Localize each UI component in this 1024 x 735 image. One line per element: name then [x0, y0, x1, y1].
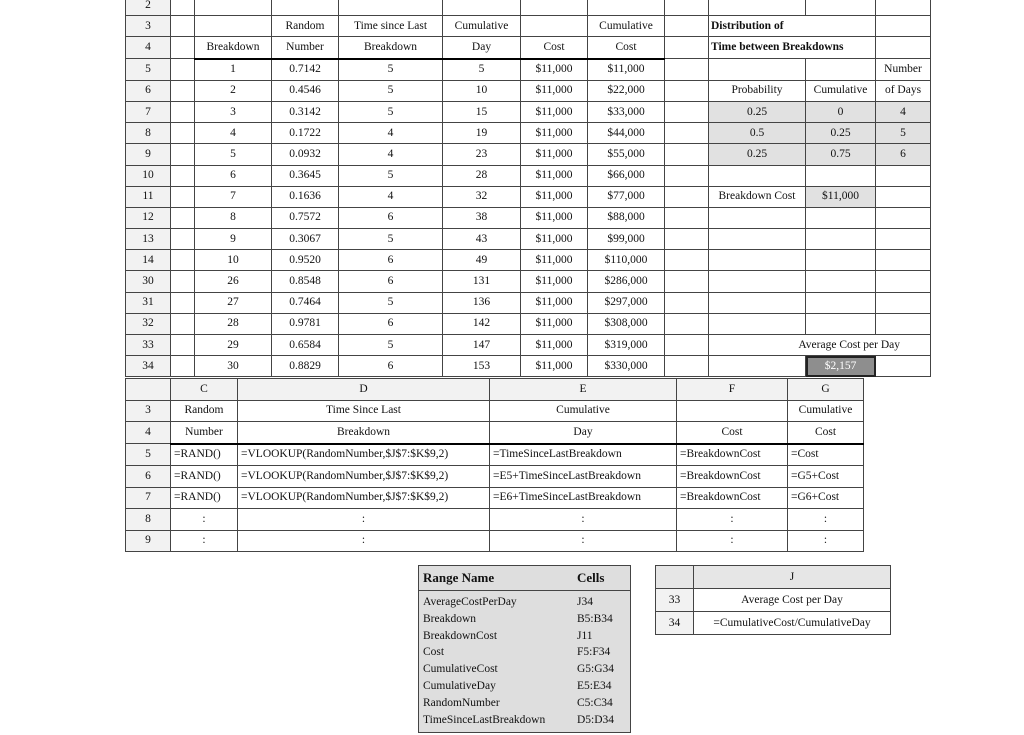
column-letter-row: [126, 379, 864, 401]
header-cost: Cost: [521, 37, 588, 59]
row-number: 30: [126, 271, 171, 292]
number-label: Number: [876, 59, 931, 81]
sheet-row: 4 Breakdown Number Breakdown Day Cost Cost Time between Breakdowns: [126, 37, 931, 59]
sheet-row: 30 26 0.8548 6 131 $11,000 $286,000: [126, 271, 931, 292]
row-number: 31: [126, 292, 171, 313]
sheet-row: 34 30 0.8829 6 153 $11,000 $330,000 $2,157: [126, 356, 931, 377]
row-number: 12: [126, 207, 171, 228]
row-number: 34: [126, 356, 171, 377]
header-random: Random: [272, 16, 339, 37]
simulation-spreadsheet: [125, 0, 931, 377]
formula-row: 9 : : : : :: [126, 530, 864, 552]
range-name-row: RandomNumber C5:C34: [423, 696, 613, 709]
column-letter: J: [694, 566, 891, 589]
col-cumulative: Cumulative: [806, 80, 876, 101]
sheet-row: 11 7 0.1636 4 32 $11,000 $77,000 Breakdown Cost $11,000: [126, 186, 931, 207]
distribution-subtitle: Time between Breakdowns: [709, 37, 876, 59]
avg-cost-label: Average Cost per Day: [709, 335, 931, 356]
row-number: 33: [126, 335, 171, 356]
formula-row: 7 =RAND() =VLOOKUP(RandomNumber,$J$7:$K$9,2) =E6+TimeSinceLastBreakdown =BreakdownCost =G6+Cost: [126, 487, 864, 509]
row-number: 4: [126, 37, 171, 59]
j-row: 33 Average Cost per Day: [656, 589, 891, 612]
header-time: Time since Last: [339, 16, 443, 37]
row-number: 14: [126, 250, 171, 271]
breakdown-cost-value: $11,000: [806, 186, 876, 207]
sheet-row: 10 6 0.3645 5 28 $11,000 $66,000: [126, 165, 931, 186]
col-days: of Days: [876, 80, 931, 101]
sheet-row: 13 9 0.3067 5 43 $11,000 $99,000: [126, 229, 931, 250]
row-number: 13: [126, 229, 171, 250]
sheet-row: 33 29 0.6584 5 147 $11,000 $319,000 Average Cost per Day: [126, 335, 931, 356]
row-number: 32: [126, 313, 171, 334]
row-number: 11: [126, 186, 171, 207]
range-name-row: Cost F5:F34: [423, 646, 611, 659]
column-letter: C: [171, 379, 238, 401]
sheet-row: 9 5 0.0932 4 23 $11,000 $55,000 0.25 0.75 6: [126, 144, 931, 165]
header-cumday: Cumulative: [443, 16, 521, 37]
column-letter: E: [490, 379, 677, 401]
sheet-row: 8 4 0.1722 4 19 $11,000 $44,000 0.5 0.25 5: [126, 123, 931, 144]
formula-header-row: 3 Random Time Since Last Cumulative Cumulative: [126, 400, 864, 422]
row-number: 7: [126, 101, 171, 122]
sheet-row: 32 28 0.9781 6 142 $11,000 $308,000: [126, 313, 931, 334]
column-letter: D: [238, 379, 490, 401]
range-name-row: TimeSinceLastBreakdown D5:D34: [423, 713, 615, 726]
sheet-row: 6 2 0.4546 5 10 $11,000 $22,000 Probability Cumulative of Days: [126, 80, 931, 101]
j-column-formula: [655, 565, 891, 635]
row-number: 2: [126, 0, 171, 16]
range-name-heading: Range Name: [423, 570, 495, 585]
breakdown-cost-label: Breakdown Cost: [709, 186, 806, 207]
formula-header-row: 4 Number Breakdown Day Cost Cost: [126, 422, 864, 444]
j-row: 34 =CumulativeCost/CumulativeDay: [656, 612, 891, 635]
row-number: 8: [126, 123, 171, 144]
cells-heading: Cells: [577, 570, 605, 585]
avg-cost-value: $2,157: [806, 356, 876, 377]
formula-row: 5 =RAND() =VLOOKUP(RandomNumber,$J$7:$K$9,2) =TimeSinceLastBreakdown =BreakdownCost =Cost: [126, 444, 864, 466]
formula-row: 6 =RAND() =VLOOKUP(RandomNumber,$J$7:$K$9,2) =E5+TimeSinceLastBreakdown =BreakdownCost =G5+Cost: [126, 466, 864, 488]
range-name-row: CumulativeDay E5:E34: [423, 679, 612, 692]
range-names-header: [419, 566, 630, 591]
column-letter: G: [788, 379, 864, 401]
sheet-row: [126, 16, 931, 37]
range-name-row: AverageCostPerDay J34: [423, 596, 593, 608]
column-letter: F: [677, 379, 788, 401]
header-cumcost: Cumulative: [588, 16, 665, 37]
sheet-row: 31 27 0.7464 5 136 $11,000 $297,000: [126, 292, 931, 313]
sheet-row: 14 10 0.9520 6 49 $11,000 $110,000: [126, 250, 931, 271]
range-name-row: BreakdownCost J11: [423, 629, 593, 642]
formula-table: [125, 378, 864, 552]
row-number: 5: [126, 59, 171, 81]
row-number: 10: [126, 165, 171, 186]
formula-row: 8 : : : : :: [126, 509, 864, 531]
row-number: 6: [126, 80, 171, 101]
header-breakdown: Breakdown: [195, 37, 272, 59]
col-probability: Probability: [709, 80, 806, 101]
sheet-row: 12 8 0.7572 6 38 $11,000 $88,000: [126, 207, 931, 228]
range-name-row: Breakdown B5:B34: [423, 612, 613, 625]
distribution-title: Distribution of: [709, 16, 806, 37]
sheet-row: 5 1 0.7142 5 5 $11,000 $11,000 Number: [126, 59, 931, 81]
range-name-row: CumulativeCost G5:G34: [423, 663, 615, 676]
sheet-row: 7 3 0.3142 5 15 $11,000 $33,000 0.25 0 4: [126, 101, 931, 122]
row-number: 9: [126, 144, 171, 165]
row-number: 3: [126, 16, 171, 37]
range-names-box: [418, 565, 631, 733]
sheet-row: [126, 0, 931, 16]
